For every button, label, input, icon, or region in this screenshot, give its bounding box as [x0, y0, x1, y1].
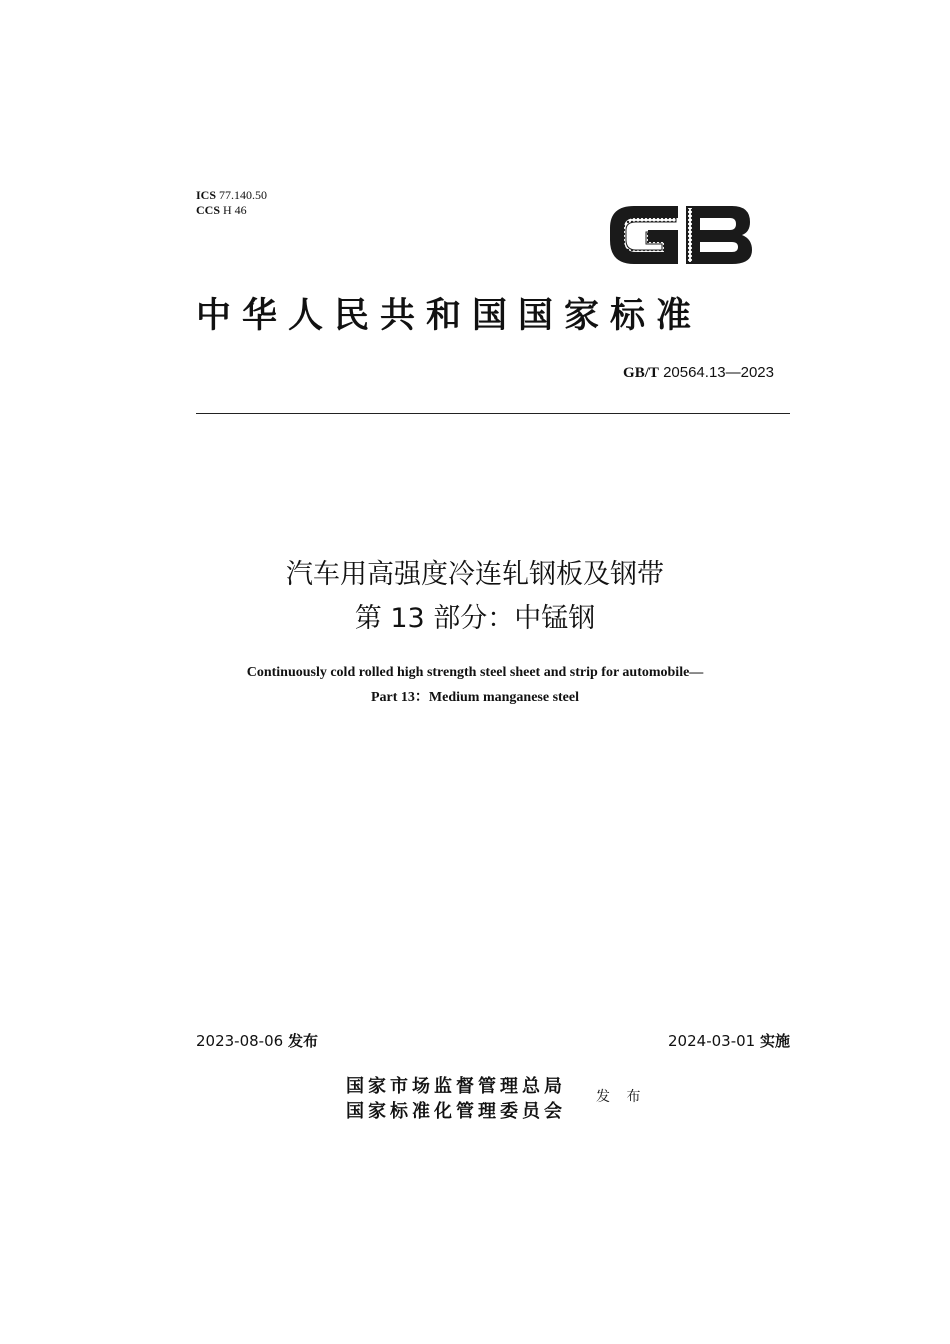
- title-cn-line1: 汽车用高强度冷连轧钢板及钢带: [286, 559, 664, 590]
- issue-date-word: 发布: [287, 1032, 318, 1050]
- title-cn-line2: 第 13 部分：中锰钢: [354, 603, 596, 634]
- issuer-samr: 国家市场监督管理总局: [346, 1076, 566, 1097]
- issuing-authorities: [346, 1074, 566, 1124]
- ccs-label: CCS: [196, 203, 221, 217]
- ics-label: ICS: [196, 188, 217, 202]
- gb-logo-icon: [606, 196, 756, 272]
- ccs-code: [196, 203, 267, 218]
- standard-number: [623, 364, 774, 382]
- national-standard-heading: 中华人民共和国国家标准: [196, 295, 703, 336]
- issue-date-value: 2023-08-06: [196, 1032, 284, 1050]
- implementation-date-word: 实施: [759, 1032, 790, 1050]
- publish-label: 发 布: [596, 1089, 647, 1105]
- header-divider: [196, 413, 790, 414]
- issue-date: [196, 1030, 318, 1051]
- ics-value: 77.140.50: [219, 188, 268, 202]
- classification-codes: [196, 188, 267, 218]
- implementation-date: [668, 1030, 790, 1051]
- title-en-line2: Part 13：Medium manganese steel: [370, 690, 580, 705]
- implementation-date-value: 2024-03-01: [668, 1032, 756, 1050]
- ccs-value: H 46: [223, 203, 247, 217]
- standard-number-value: 20564.13—2023: [663, 364, 774, 381]
- issuer-sac: 国家标准化管理委员会: [346, 1101, 566, 1122]
- title-en-line1: Continuously cold rolled high strength steel sheet and strip for automobile—: [246, 665, 704, 680]
- ics-code: [196, 188, 267, 203]
- standard-number-prefix: GB/T: [623, 365, 659, 381]
